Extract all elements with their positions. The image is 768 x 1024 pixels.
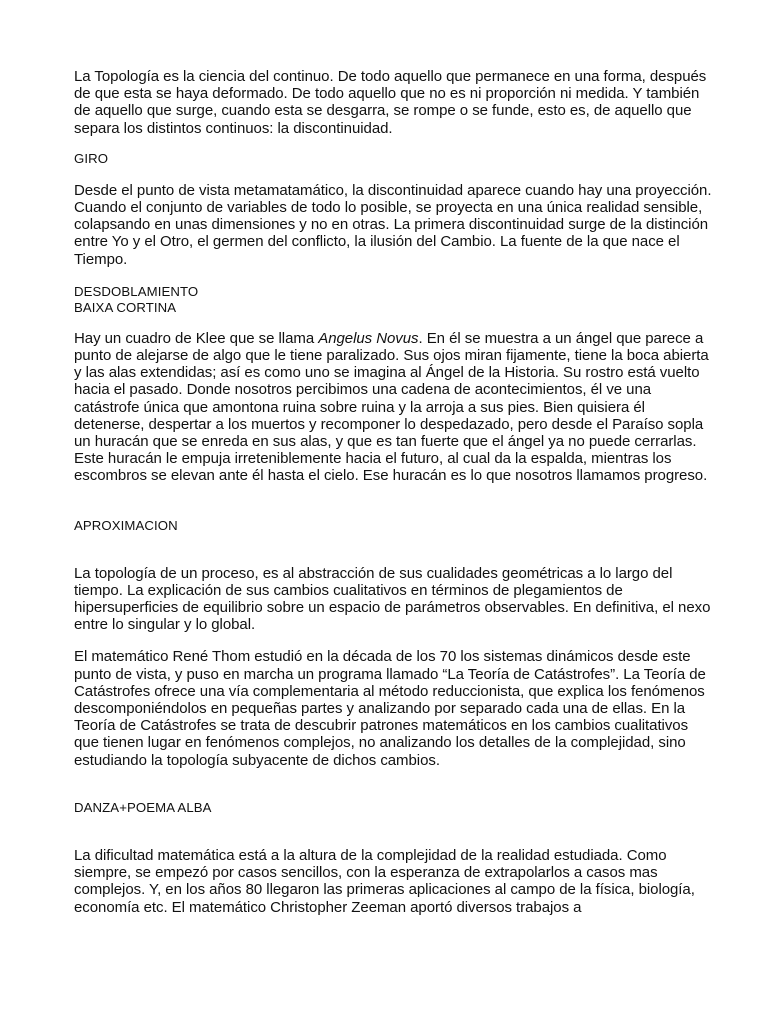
paragraph-rene-thom: El matemático René Thom estudió en la década de los 70 los sistemas dinámicos desde este punto de vista, y puso en marcha un programa llamado “La Teoría de Catástrofes”. La Teoría de Catástrofes ofrece una vía complementaria al método reduccionista, que explica los fenómenos descomponiéndolos en pequeñas partes y analizando por separado cada una de ellas. En la Teoría de Catástrofes se trata de descubrir patrones matemáticos en los cambios cualitativos que tienen lugar en fenómenos complejos, no analizando los detalles de la complejidad, sino estudiando la topología subyacente de dichos cambios. — [74, 648, 706, 769]
angelus-novus-title: Angelus Novus — [318, 329, 419, 347]
angelus-text-start: Hay un cuadro de Klee que se llama — [74, 329, 319, 347]
paragraph-topologia-proceso: La topología de un proceso, es al abstracción de sus cualidades geométricas a lo largo del tiempo. La explicación de sus cambios cualitativos en términos de plegamientos de hipersuperficies de equilibrio sobre un espacio de parámetros observables. En definitiva, el nexo entre lo singular y lo global. — [74, 564, 711, 634]
document-page — [74, 68, 714, 916]
paragraph-proyeccion: Desde el punto de vista metamatamático, la discontinuidad aparece cuando hay una proyección. Cuando el conjunto de variables de todo lo posible, se proyecta en una única realidad sensible, colapsando en unas dimensiones y no en otras. La primera discontinuidad surge de la distinción entre Yo y el Otro, el germen del conflicto, la ilusión del Cambio. La fuente de la que nace el Tiempo. — [74, 181, 712, 268]
paragraph-topologia: La Topología es la ciencia del continuo. De todo aquello que permanece en una forma, después de que esta se haya deformado. De todo aquello que no es ni proporción ni medida. Y también de aquello que surge, cuando esta se desgarra, se rompe o se funde, esto es, de aquello que separa los distintos continuos: la discontinuidad. — [74, 68, 707, 137]
paragraph-angelus-novus — [74, 330, 714, 485]
heading-baixa-cortina: BAIXA CORTINA — [74, 299, 177, 315]
heading-aproximacion: APROXIMACION — [74, 517, 178, 533]
heading-desdoblamiento: DESDOBLAMIENTO — [74, 283, 199, 299]
angelus-text-rest: . En él se muestra a un ángel que parece a punto de alejarse de algo que le tiene paralizado. Sus ojos miran fijamente, tiene la boca abierta y las alas extendidas; así es como uno se imagina al Ángel de la Historia. Su rostro está vuelto hacia el pasado. Donde nosotros percibimos una cadena de acontecimientos, él ve una catástrofe única que amontona ruina sobre ruina y la arroja a sus pies. Bien quisiera él detenerse, despertar a los muertos y recomponer lo despedazado, pero desde el Paraíso sopla un huracán que se enreda en sus alas, y que es tan fuerte que el ángel ya no puede cerrarlas. Este huracán le empuja irreteniblemente hacia el futuro, al cual da la espalda, mientras los escombros se elevan ante él hasta el cielo. Ese huracán es lo que nosotros llamamos progreso. — [74, 329, 709, 485]
heading-giro: GIRO — [74, 150, 109, 166]
paragraph-dificultad: La dificultad matemática está a la altura de la complejidad de la realidad estudiada. Como siempre, se empezó por casos sencillos, con la esperanza de extrapolarlos a casos mas complejos. Y, en los años 80 llegaron las primeras aplicaciones al campo de la física, biología, economía etc. El matemático Christopher Zeeman aportó diversos trabajos a — [74, 846, 695, 916]
heading-danza-poema-alba: DANZA+POEMA ALBA — [74, 799, 212, 815]
